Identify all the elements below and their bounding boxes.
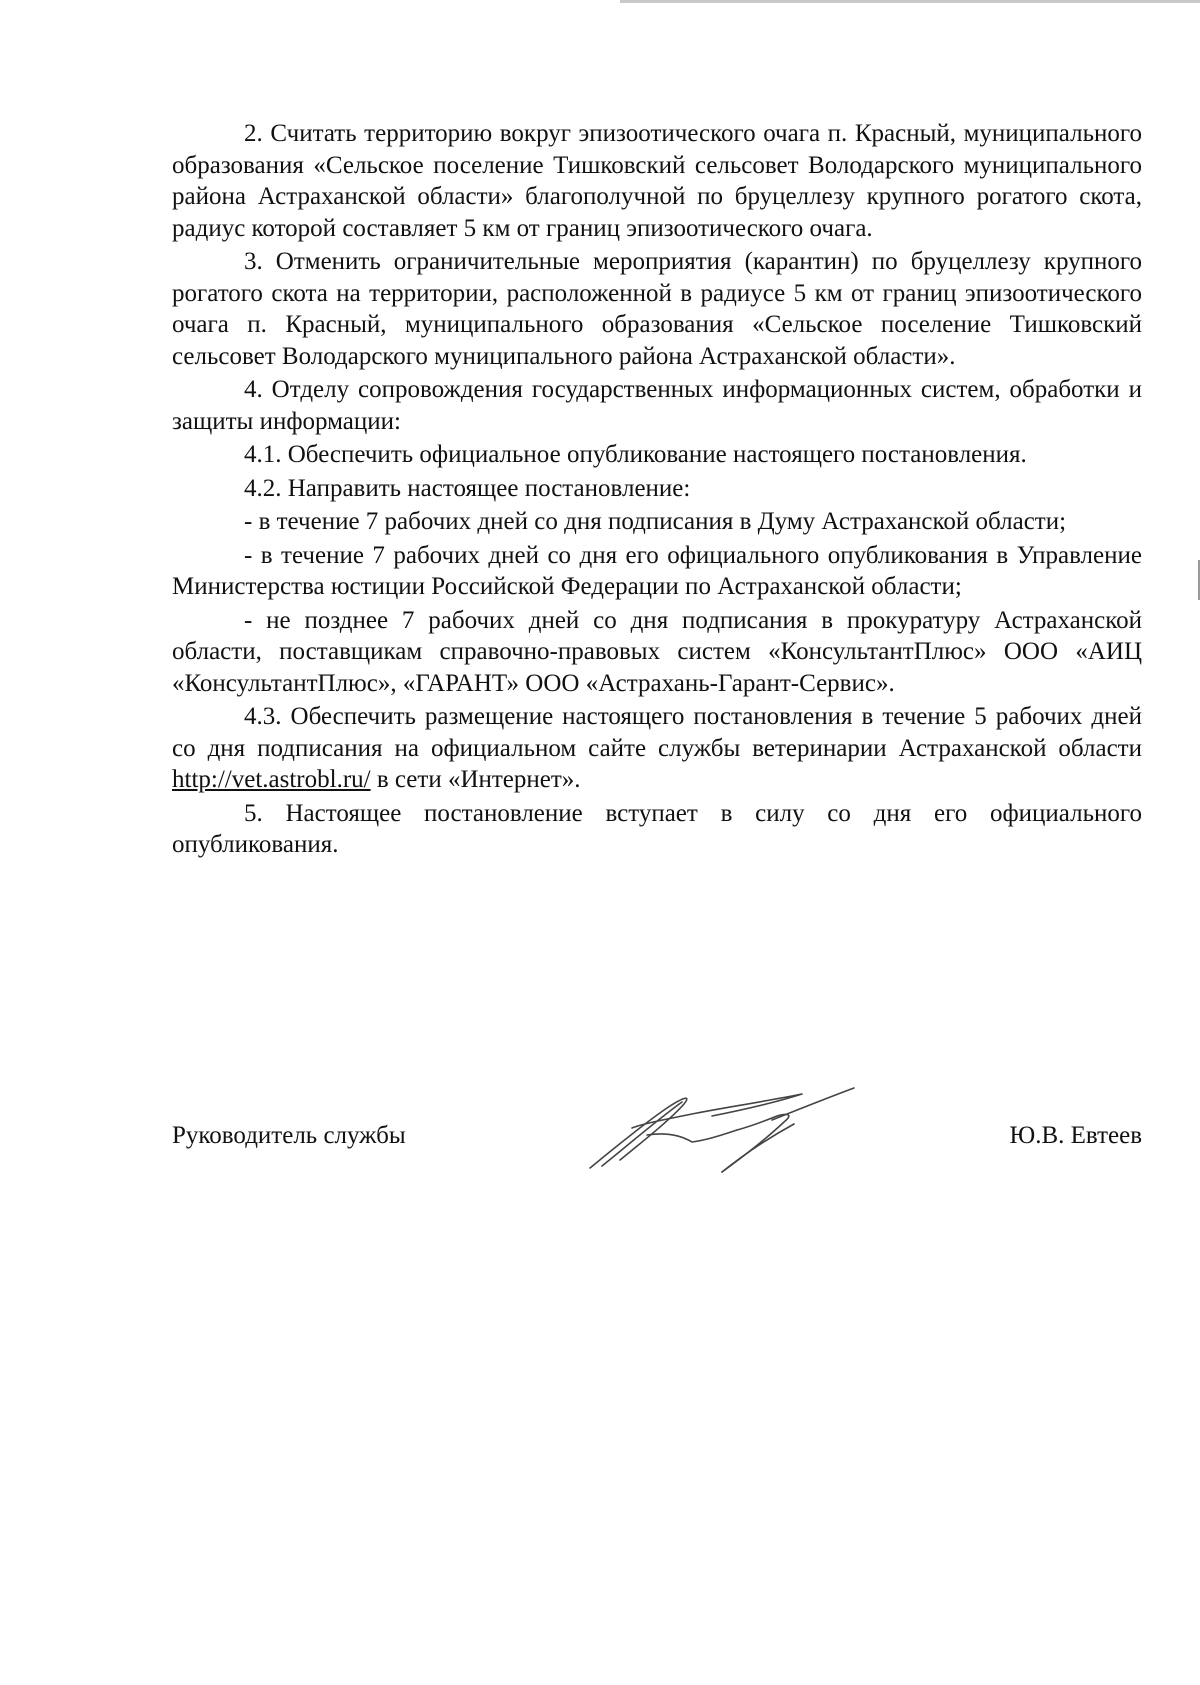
paragraph-4-2: 4.2. Направить настоящее постановление: [244,474,691,502]
paragraph-4: 4. Отделу сопровождения государственных информационных систем, обработки и защиты информации: [172,376,1142,435]
vet-site-link[interactable]: http://vet.astrobl.ru/ [172,766,371,793]
paragraph-4-2-item-ministry: - в течение 7 рабочих дней со дня его официального опубликования в Управление Министерства юстиции Российской Федерации по Астраханской области; [172,541,1142,600]
paragraph-4-1: 4.1. Обеспечить официальное опубликование настоящего постановления. [244,441,1027,468]
signature-block [172,1080,1142,1200]
paragraph-3: 3. Отменить ограничительные мероприятия (карантин) по бруцеллезу крупного рогатого скота на территории, расположенной в радиусе 5 км от границ эпизоотического очага п. Красный, муниципального образования «Сельское поселение Тишковский сельсовет Володарского муниципального района Астраханской области». [172,248,1142,370]
paragraph-4-2-item-prosecutor: - не позднее 7 рабочих дней со дня подписания в прокуратуру Астраханской области, поставщикам справочно-правовых систем «КонсультантПлюс» ООО «АИЦ «КонсультантПлюс», «ГАРАНТ» ООО «Астрахань-Гарант-Сервис». [172,606,1142,697]
signatory-name: Ю.В. Евтеев [1009,1122,1142,1149]
paragraph-4-3 [172,701,1142,796]
paragraph-2: 2. Считать территорию вокруг эпизоотического очага п. Красный, муниципального образования «Сельское поселение Тишковский сельсовет Володарского муниципального района Астраханской области» благополучной по бруцеллезу крупного рогатого скота, радиус которой составляет 5 км от границ эпизоотического очага. [172,120,1142,242]
handwritten-signature [572,1080,872,1180]
paragraph-4-3-text: 4.3. Обеспечить размещение настоящего постановления в течение 5 рабочих дней со дня подписания на официальном сайте службы ветеринарии Астраханской области [172,703,1142,762]
paragraph-5: 5. Настоящее постановление вступает в силу со дня его официального опубликования. [172,799,1142,858]
scan-edge-top [620,0,1200,3]
document-body [172,118,1142,863]
paragraph-4-3-tail: в сети «Интернет». [370,766,581,793]
signatory-position: Руководитель службы [172,1122,406,1149]
paragraph-4-2-item-duma: - в течение 7 рабочих дней со дня подписания в Думу Астраханской области; [244,508,1067,535]
